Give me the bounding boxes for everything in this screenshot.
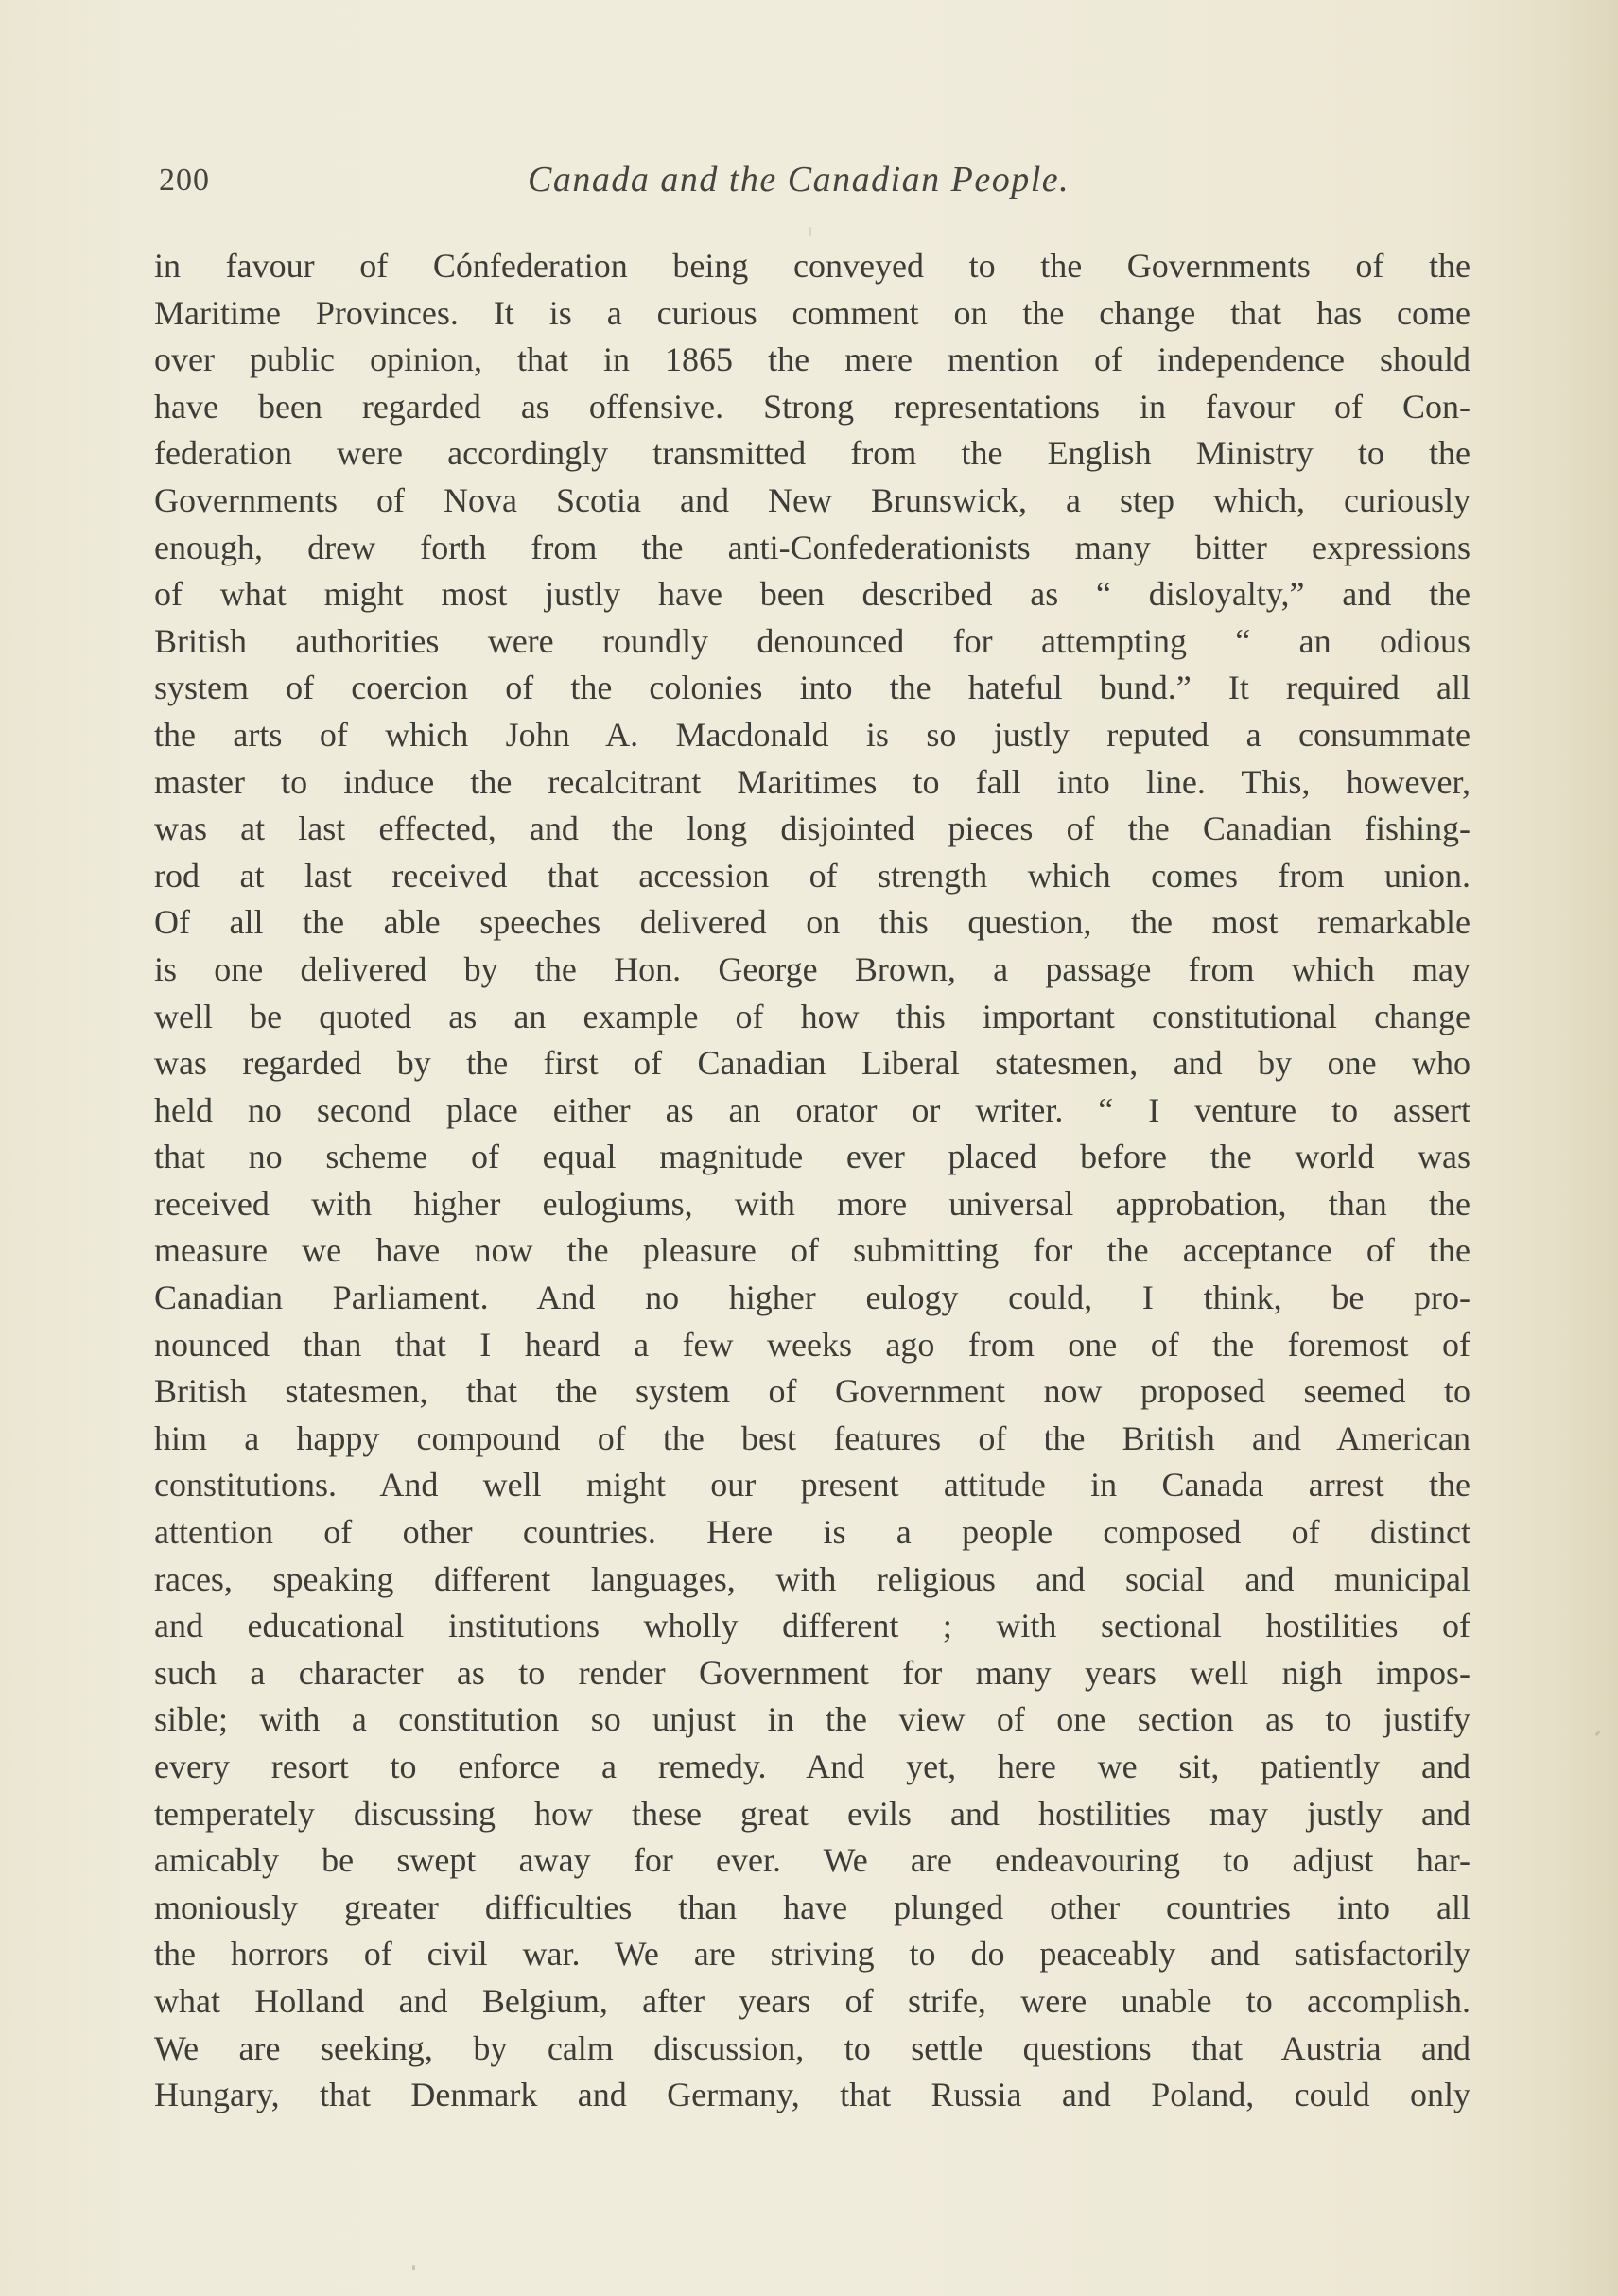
text-line: and educational institutions wholly different ; with sectional hostilities of xyxy=(154,1607,1470,1645)
text-line: temperately discussing how these great evils and hostilities may justly and xyxy=(154,1794,1470,1833)
text-line: amicably be swept away for ever. We are endeavouring to adjust har- xyxy=(154,1841,1470,1880)
text-line: We are seeking, by calm discussion, to settle questions that Austria and xyxy=(154,2028,1470,2067)
text-line: over public opinion, that in 1865 the mere mention of independence should xyxy=(154,340,1470,379)
text-line: system of coercion of the colonies into the hateful bund.” It required all xyxy=(154,669,1470,707)
text-line: the arts of which John A. Macdonald is so justly reputed a consummate xyxy=(154,715,1470,754)
page-number: 200 xyxy=(159,163,210,198)
paper-speck xyxy=(809,227,811,236)
text-line: enough, drew forth from the anti-Confederationists many bitter expressions xyxy=(154,528,1470,566)
text-line: British authorities were roundly denounced for attempting “ an odious xyxy=(154,621,1470,660)
text-line: of what might most justly have been described as “ disloyalty,” and the xyxy=(154,575,1470,614)
text-line: master to induce the recalcitrant Maritimes to fall into line. This, however, xyxy=(154,762,1470,801)
text-line: the horrors of civil war. We are striving to do peaceably and satisfactorily xyxy=(154,1935,1470,1974)
text-line: federation were accordingly transmitted from the English Ministry to the xyxy=(154,434,1470,473)
text-line: Maritime Provinces. It is a curious comment on the change that has come xyxy=(154,293,1470,332)
text-line: that no scheme of equal magnitude ever placed before the world was xyxy=(154,1138,1470,1176)
text-line: Canadian Parliament. And no higher eulogy could, I think, be pro- xyxy=(154,1278,1470,1317)
text-line: was at last effected, and the long disjointed pieces of the Canadian fishing- xyxy=(154,809,1470,848)
text-line: Hungary, that Denmark and Germany, that Russia and Poland, could only xyxy=(154,2076,1470,2114)
paper-speck xyxy=(412,2265,415,2270)
text-line: such a character as to render Government for many years well nigh impos- xyxy=(154,1653,1470,1692)
text-line: Of all the able speeches delivered on this question, the most remarkable xyxy=(154,903,1470,942)
text-line: sible; with a constitution so unjust in the view of one section as to justify xyxy=(154,1700,1470,1739)
paper-speck xyxy=(1594,1731,1600,1737)
text-line: attention of other countries. Here is a people composed of distinct xyxy=(154,1513,1470,1552)
running-title: Canada and the Canadian People. xyxy=(528,160,1070,200)
text-line: received with higher eulogiums, with more universal approbation, than the xyxy=(154,1184,1470,1223)
text-line: what Holland and Belgium, after years of strife, were unable to accomplish. xyxy=(154,1981,1470,2020)
text-line: is one delivered by the Hon. George Brown, a passage from which may xyxy=(154,949,1470,988)
text-line: well be quoted as an example of how this important constitutional change xyxy=(154,997,1470,1035)
text-line: rod at last received that accession of strength which comes from union. xyxy=(154,856,1470,895)
text-line: Governments of Nova Scotia and New Brunswick, a step which, curiously xyxy=(154,480,1470,519)
text-line: British statesmen, that the system of Government now proposed seemed to xyxy=(154,1372,1470,1411)
text-line: races, speaking different languages, with religious and social and municipal xyxy=(154,1559,1470,1598)
text-line: have been regarded as offensive. Strong representations in favour of Con- xyxy=(154,387,1470,426)
text-line: measure we have now the pleasure of submitting for the acceptance of the xyxy=(154,1231,1470,1270)
text-line: every resort to enforce a remedy. And yet, here we sit, patiently and xyxy=(154,1748,1470,1785)
running-head xyxy=(159,159,1470,206)
text-line: nounced than that I heard a few weeks ago from one of the foremost of xyxy=(154,1325,1470,1364)
text-line: held no second place either as an orator or writer. “ I venture to assert xyxy=(154,1090,1470,1129)
text-line: in favour of Cónfederation being conveyed to the Governments of the xyxy=(154,247,1470,285)
text-line: moniously greater difficulties than have plunged other countries into all xyxy=(154,1887,1470,1926)
text-line: him a happy compound of the best features of the British and American xyxy=(154,1418,1470,1457)
text-line: constitutions. And well might our present attitude in Canada arrest the xyxy=(154,1466,1470,1505)
text-line: was regarded by the first of Canadian Liberal statesmen, and by one who xyxy=(154,1044,1470,1083)
body-text xyxy=(154,243,1470,2119)
